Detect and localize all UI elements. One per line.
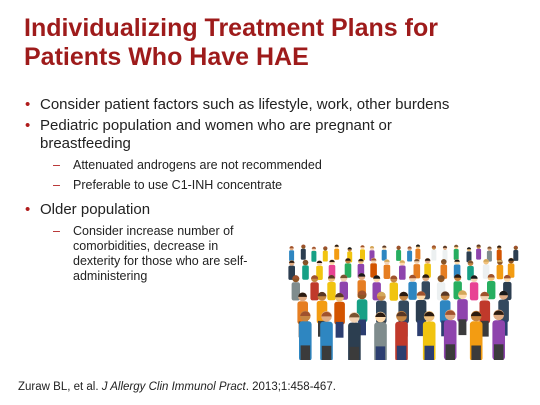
bullet-patient-factors [24, 96, 524, 114]
subbullet-text: Consider increase number of comorbidities, decrease in dexterity for those who are self-administering [73, 224, 248, 283]
bullet-text: Consider patient factors such as lifestyle, work, other burdens [40, 96, 450, 113]
subbullet-text: Attenuated androgens are not recommended [73, 158, 322, 172]
person-figure [311, 247, 316, 262]
slide-title [24, 14, 524, 72]
bullet-text: Pediatric population and women who are pregnant or breastfeeding [40, 117, 392, 152]
person-figure [443, 246, 448, 261]
person-figure [408, 275, 416, 300]
bullet-dot-icon: • [25, 117, 31, 134]
title-line-1: Individualizing Treatment Plans for [24, 14, 438, 42]
citation-journal: J Allergy Clin Immunol Pract [101, 381, 246, 393]
person-figure [320, 311, 333, 360]
person-figure [476, 245, 481, 260]
title-line-2: Patients Who Have HAE [24, 43, 309, 71]
person-figure [382, 246, 387, 261]
person-figure [345, 258, 352, 278]
person-figure [415, 245, 420, 260]
bullet-dot-icon: • [25, 96, 31, 113]
person-figure [327, 275, 335, 300]
bullet-older [24, 201, 524, 219]
subbullet-comorbidities [24, 224, 259, 284]
bullet-dot-icon: • [25, 201, 31, 218]
person-figure [395, 311, 408, 360]
citation-authors: Zuraw BL, et al. [18, 381, 102, 393]
person-figure [334, 245, 339, 260]
person-figure [399, 260, 406, 280]
subbullet-text: Preferable to use C1-INH concentrate [73, 178, 283, 192]
person-figure [454, 245, 459, 260]
person-figure [470, 275, 478, 300]
person-figure [299, 311, 312, 360]
bullet-text: Older population [40, 201, 151, 218]
person-figure [360, 245, 365, 260]
person-figure [467, 247, 472, 262]
person-figure [289, 246, 294, 261]
person-figure [497, 246, 502, 261]
person-figure [508, 258, 515, 278]
person-figure [444, 310, 457, 360]
person-figure [497, 259, 504, 279]
dash-icon: – [53, 158, 60, 172]
person-figure [487, 247, 492, 262]
person-figure [370, 258, 377, 278]
crowd-image [280, 232, 525, 360]
person-figure [390, 276, 398, 301]
person-figure [302, 260, 309, 280]
person-figure [323, 246, 328, 261]
person-figure [407, 246, 412, 261]
dash-icon: – [53, 224, 60, 238]
person-figure [384, 259, 391, 279]
dash-icon: – [53, 178, 60, 192]
person-figure [374, 312, 387, 360]
person-figure [492, 310, 505, 360]
person-figure [301, 245, 306, 260]
person-figure [431, 245, 436, 260]
citation [18, 381, 336, 393]
person-figure [513, 246, 518, 261]
person-figure [396, 246, 401, 261]
bullet-pediatric [24, 117, 470, 153]
subbullet-androgens [24, 158, 524, 173]
person-figure [470, 311, 483, 360]
person-figure [348, 312, 361, 360]
subbullet-c1inh [24, 178, 524, 193]
person-figure [310, 275, 318, 300]
citation-details: . 2013;1:458-467. [245, 381, 336, 393]
person-figure [423, 311, 436, 360]
person-figure [457, 290, 468, 335]
